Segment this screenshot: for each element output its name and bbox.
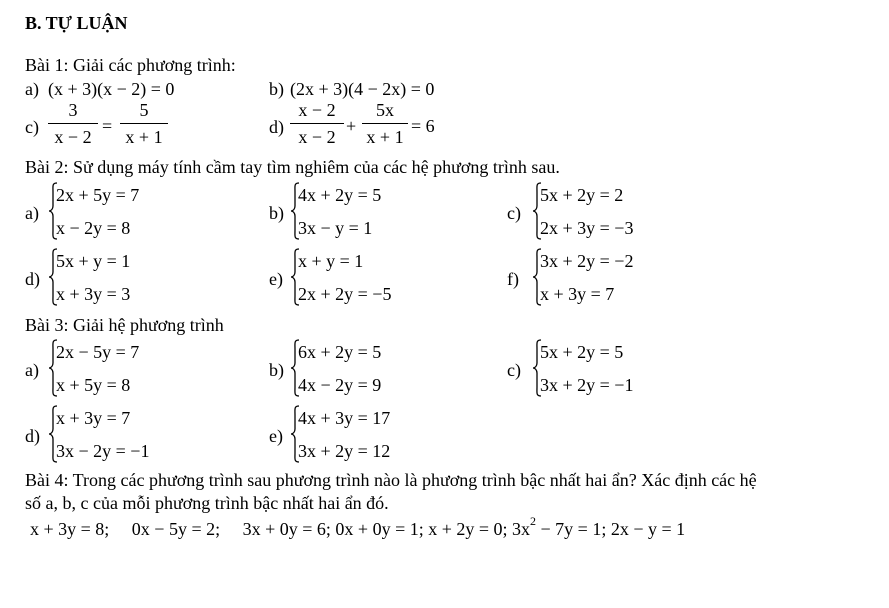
bai3-system bbox=[290, 343, 480, 399]
equation-1: 2x − 5y = 7 bbox=[56, 342, 140, 362]
equation-2: x + 3y = 7 bbox=[540, 284, 615, 304]
bai1-c-operator: = bbox=[102, 116, 113, 136]
equation-2: 3x − y = 1 bbox=[298, 218, 373, 238]
equation-1: 4x + 2y = 5 bbox=[298, 185, 382, 205]
bai1-b-equation: (2x + 3)(4 − 2x) = 0 bbox=[290, 79, 435, 99]
bai3-system bbox=[48, 409, 238, 465]
bai4-equations-part1: x + 3y = 8; 0x − 5y = 2; 3x + 0y = 6; 0x + 0y = 1; x + 2y = 0; 3x bbox=[30, 519, 531, 539]
bai3-system-label: b) bbox=[269, 360, 284, 380]
bai4-equations-part2: − 7y = 1; 2x − y = 1 bbox=[536, 519, 686, 539]
bai2-system-label: d) bbox=[25, 269, 40, 289]
equation-2: 3x + 2y = −1 bbox=[540, 375, 634, 395]
bai1-c-fraction-right bbox=[120, 101, 168, 146]
numerator: 3 bbox=[68, 100, 78, 120]
fraction-bar bbox=[120, 123, 168, 124]
equation-1: 6x + 2y = 5 bbox=[298, 342, 382, 362]
bai2-system-label: c) bbox=[507, 203, 521, 223]
bai1-d-operator: + bbox=[346, 116, 357, 136]
bai1-b-label: b) bbox=[269, 79, 284, 99]
bai1-c-fraction-left bbox=[48, 101, 98, 146]
bai1-title: Bài 1: Giải các phương trình: bbox=[25, 55, 236, 75]
bai3-title: Bài 3: Giải hệ phương trình bbox=[25, 315, 224, 335]
numerator: x − 2 bbox=[298, 100, 336, 120]
bai1-a-label: a) bbox=[25, 79, 39, 99]
bai1-d-label: d) bbox=[269, 117, 284, 137]
bai1-d-fraction-right bbox=[362, 101, 408, 146]
bai3-system-label: d) bbox=[25, 426, 40, 446]
equation-2: 4x − 2y = 9 bbox=[298, 375, 382, 395]
bai3-system-label: c) bbox=[507, 360, 521, 380]
bai2-system-label: b) bbox=[269, 203, 284, 223]
denominator: x − 2 bbox=[298, 127, 336, 147]
equation-1: 5x + 2y = 5 bbox=[540, 342, 624, 362]
numerator: 5x bbox=[376, 100, 394, 120]
bai2-title: Bài 2: Sử dụng máy tính cầm tay tìm nghiêm của các hệ phương trình sau. bbox=[25, 157, 560, 177]
bai3-system bbox=[290, 409, 480, 465]
bai2-system bbox=[532, 186, 722, 242]
bai2-system-label: a) bbox=[25, 203, 39, 223]
bai4-exponent: 2 bbox=[530, 514, 537, 528]
bai1-d-fraction-left bbox=[290, 101, 344, 146]
bai2-system bbox=[290, 186, 480, 242]
equation-1: x + 3y = 7 bbox=[56, 408, 131, 428]
equation-1: 2x + 5y = 7 bbox=[56, 185, 140, 205]
bai4-line1: Bài 4: Trong các phương trình sau phương trình nào là phương trình bậc nhất hai ẩn? Xác định các hệ bbox=[25, 470, 757, 490]
bai3-system-label: e) bbox=[269, 426, 283, 446]
equation-2: 2x + 3y = −3 bbox=[540, 218, 634, 238]
fraction-bar bbox=[48, 123, 98, 124]
bai4-equations bbox=[30, 514, 686, 539]
denominator: x + 1 bbox=[125, 127, 163, 147]
equation-2: 3x − 2y = −1 bbox=[56, 441, 150, 461]
bai4-line2: số a, b, c của mỗi phương trình bậc nhất hai ẩn đó. bbox=[25, 493, 389, 513]
bai2-system-label: f) bbox=[507, 269, 519, 289]
bai3-system-label: a) bbox=[25, 360, 39, 380]
bai2-system bbox=[48, 252, 238, 308]
bai2-system bbox=[290, 252, 480, 308]
bai3-system bbox=[48, 343, 238, 399]
denominator: x + 1 bbox=[366, 127, 404, 147]
bai2-system bbox=[532, 252, 722, 308]
equation-2: x + 3y = 3 bbox=[56, 284, 131, 304]
equation-1: 5x + y = 1 bbox=[56, 251, 131, 271]
bai1-a-equation: (x + 3)(x − 2) = 0 bbox=[48, 79, 175, 99]
equation-2: 2x + 2y = −5 bbox=[298, 284, 392, 304]
bai1-c-label: c) bbox=[25, 117, 39, 137]
equation-1: 5x + 2y = 2 bbox=[540, 185, 624, 205]
section-title: B. TỰ LUẬN bbox=[25, 13, 128, 33]
equation-2: x − 2y = 8 bbox=[56, 218, 131, 238]
equation-1: 3x + 2y = −2 bbox=[540, 251, 634, 271]
equation-2: x + 5y = 8 bbox=[56, 375, 131, 395]
equation-2: 3x + 2y = 12 bbox=[298, 441, 391, 461]
equation-1: x + y = 1 bbox=[298, 251, 364, 271]
fraction-bar bbox=[290, 123, 344, 124]
denominator: x − 2 bbox=[54, 127, 92, 147]
bai2-system bbox=[48, 186, 238, 242]
bai1-d-rhs: = 6 bbox=[411, 116, 435, 136]
equation-1: 4x + 3y = 17 bbox=[298, 408, 391, 428]
bai2-system-label: e) bbox=[269, 269, 283, 289]
bai3-system bbox=[532, 343, 722, 399]
fraction-bar bbox=[362, 123, 408, 124]
numerator: 5 bbox=[139, 100, 149, 120]
